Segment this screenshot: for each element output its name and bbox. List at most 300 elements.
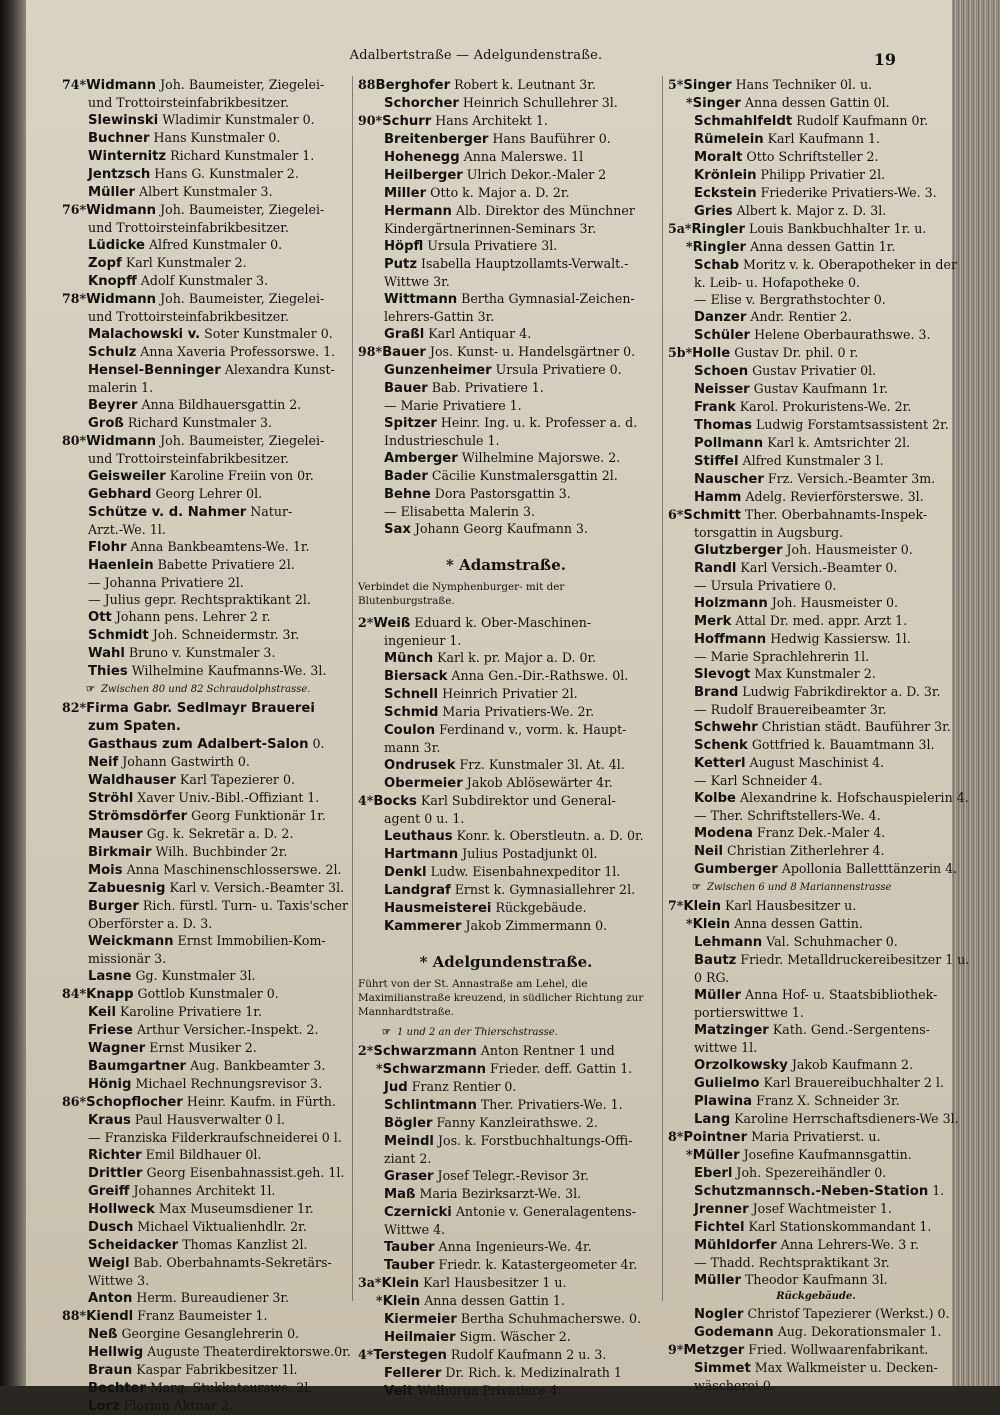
entry-details: Adelg. Revierförsterswe. 3l. — [741, 489, 924, 504]
entry-details: Hans G. Kunstmaler 2. — [150, 166, 299, 181]
entry-continuation: wittwe 1l. — [694, 1040, 758, 1055]
directory-entry — [358, 520, 654, 538]
entry-name: Winternitz — [88, 149, 167, 164]
directory-entry — [358, 379, 654, 397]
entry-household-member: — Franziska Filderkraufschneiderei 0 l. — [88, 1130, 342, 1145]
entry-details: Anna Malerswe. 1l — [459, 149, 584, 164]
entry-details: Joh. Baumeister, Ziegelei- — [156, 202, 325, 217]
entry-name: Leuthaus — [384, 829, 453, 844]
entry-details: Ernst k. Gymnasiallehrer 2l. — [450, 882, 636, 897]
entry-name: Slevogt — [694, 667, 751, 682]
entry-name: Lehmann — [694, 935, 763, 950]
entry-details: 0. — [308, 736, 325, 751]
entry-name: Lüdicke — [88, 238, 145, 253]
directory-entry — [358, 414, 654, 432]
entry-name: Schwarzmann — [382, 1062, 486, 1077]
entry-details: Wilhelmine Kaufmanns-We. 3l. — [127, 663, 327, 678]
house-marker: * — [686, 916, 693, 931]
entry-continuation: Industrieschule 1. — [384, 433, 500, 448]
entry-name: Schlintmann — [384, 1098, 477, 1113]
entry-name: Weiß — [373, 616, 411, 631]
entry-continuation: mann 3r. — [384, 740, 441, 755]
entry-name: Firma Gabr. Sedlmayr Brauerei — [86, 701, 315, 716]
entry-continuation: wäscherei 0. — [694, 1378, 775, 1393]
entry-details: Fried. Wollwaarenfabrikant. — [744, 1342, 929, 1357]
directory-entry — [668, 860, 964, 878]
directory-entry — [62, 290, 344, 308]
directory-entry — [62, 879, 344, 897]
entry-name: Zopf — [88, 256, 122, 271]
entry-name: Malachowski v. — [88, 327, 201, 342]
entry-name: Ringler — [692, 240, 747, 255]
house-number: 2* — [358, 615, 374, 630]
entry-details: Jakob Ablösewärter 4r. — [462, 775, 613, 790]
street-description: Verbindet die Nymphenburger- mit der Blutenburgstraße. — [358, 581, 565, 607]
entry-details: Ferdinand v., vorm. k. Haupt- — [435, 722, 627, 737]
entry-name: Kammerer — [384, 919, 462, 934]
entry-details: Joh. Spezereihändler 0. — [732, 1165, 887, 1180]
pointing-hand-icon: ☞ — [86, 684, 95, 695]
entry-details: Friedr. k. Katastergeometer 4r. — [434, 1257, 638, 1272]
entry-household-member: — Marie Privatiere 1. — [384, 398, 522, 413]
entry-details: Eduard k. Ober-Maschinen- — [410, 615, 592, 630]
directory-entry — [62, 771, 344, 789]
directory-entry — [668, 736, 964, 754]
directory-entry — [358, 1096, 654, 1114]
directory-entry — [668, 184, 964, 202]
entry-details: Gottfried k. Bauamtmann 3l. — [747, 737, 935, 752]
entry-details: Ulrich Dekor.-Maler 2 — [462, 167, 607, 182]
directory-entry — [358, 792, 654, 810]
directory-entry — [668, 470, 964, 488]
directory-entry — [668, 416, 964, 434]
entry-details: Bab. Oberbahnamts-Sekretärs- — [129, 1255, 332, 1270]
column-2 — [358, 76, 654, 1399]
entry-details: Karl Hausbesitzer 1 u. — [419, 1275, 567, 1290]
directory-entry — [62, 432, 344, 450]
entry-details: Rudolf Kaufmann 0r. — [792, 113, 929, 128]
entry-continuation: agent 0 u. 1. — [384, 811, 465, 826]
entry-details: Albert k. Major z. D. 3l. — [732, 203, 887, 218]
entry-details: Maria Bezirksarzt-We. 3l. — [415, 1186, 582, 1201]
entry-details: Val. Schuhmacher 0. — [762, 934, 898, 949]
directory-entry — [358, 184, 654, 202]
entry-name: Maß — [384, 1187, 416, 1202]
directory-entry — [668, 488, 964, 506]
directory-entry — [358, 361, 654, 379]
entry-details: Anna dessen Gattin. — [730, 916, 863, 931]
directory-entry — [358, 685, 654, 703]
directory-entry — [62, 897, 348, 915]
entry-continuation: und Trottoirsteinfabrikbesitzer. — [88, 451, 289, 466]
entry-name: Buchner — [88, 131, 150, 146]
entry-name: Drittler — [88, 1166, 143, 1181]
directory-entry — [668, 824, 964, 842]
entry-details: Karl Kunstmaler 2. — [121, 255, 247, 270]
entry-name: Schnell — [384, 687, 439, 702]
directory-entry — [358, 756, 654, 774]
directory-entry — [668, 1056, 964, 1074]
entry-name: Frank — [694, 400, 736, 415]
directory-entry — [668, 94, 964, 112]
book-spine-shadow — [0, 0, 26, 1386]
directory-entry — [668, 1271, 964, 1289]
entry-continuation: Kindergärtnerinnen-Seminars 3r. — [384, 221, 597, 236]
directory-entry — [358, 899, 654, 917]
directory-entry — [62, 1057, 344, 1075]
entry-details: Paul Hausverwalter 0 l. — [130, 1112, 285, 1127]
entry-continuation: ziant 2. — [384, 1151, 432, 1166]
entry-details: Ernst Musiker 2. — [145, 1040, 257, 1055]
entry-name: Gumberger — [694, 862, 778, 877]
directory-entry — [358, 1328, 654, 1346]
directory-entry — [62, 699, 344, 717]
directory-entry — [668, 683, 964, 701]
entry-details: Christian Zitherlehrer 4. — [723, 843, 885, 858]
entry-name: Obermeier — [384, 776, 463, 791]
directory-entry — [358, 1274, 654, 1292]
directory-entry — [62, 753, 344, 771]
entry-name: Dusch — [88, 1220, 134, 1235]
directory-entry — [668, 362, 964, 380]
directory-entry — [62, 1254, 344, 1272]
entry-details: Karl Kaufmann 1. — [763, 131, 880, 146]
directory-entry — [668, 1182, 964, 1200]
entry-name: Meindl — [384, 1134, 434, 1149]
directory-entry — [358, 845, 654, 863]
entry-continuation: k. Leib- u. Hofapotheke 0. — [694, 275, 861, 290]
entry-details: Anna Maschinenschlosserswe. 2l. — [122, 862, 342, 877]
entry-name: Hellwig — [88, 1345, 144, 1360]
directory-entry — [358, 917, 654, 935]
directory-entry — [358, 1346, 654, 1364]
entry-details: Georg Funktionär 1r. — [187, 808, 326, 823]
entry-details: Georgine Gesanglehrerin 0. — [117, 1326, 300, 1341]
entry-details: Karoline Privatiere 1r. — [115, 1004, 262, 1019]
directory-entry — [358, 1185, 654, 1203]
house-number: 2* — [358, 1043, 374, 1058]
entry-name: Glutzberger — [694, 543, 783, 558]
house-number: 76* — [62, 202, 87, 217]
house-number: 82* — [62, 700, 87, 715]
pointing-hand-icon: ☞ — [382, 1027, 391, 1038]
entry-details: Maria Privatiers-We. 2r. — [438, 704, 595, 719]
entry-details: Xaver Univ.-Bibl.-Offiziant 1. — [133, 790, 320, 805]
entry-details: Anna Xaveria Professorswe. 1. — [136, 344, 336, 359]
entry-details: Frz. Versich.-Beamter 3m. — [763, 471, 936, 486]
entry-details: Joh. Baumeister, Ziegelei- — [156, 291, 325, 306]
entry-details: Heinr. Kaufm. in Fürth. — [182, 1094, 336, 1109]
entry-name: Hermann — [384, 204, 452, 219]
entry-household-member: — Elise v. Bergrathstochter 0. — [694, 292, 886, 307]
directory-entry — [358, 1238, 654, 1256]
directory-entry — [668, 1236, 964, 1254]
entry-name: Singer — [683, 78, 732, 93]
entry-name: Ketterl — [694, 756, 746, 771]
entry-name: Hausmeisterei — [384, 901, 492, 916]
directory-entry — [668, 630, 964, 648]
entry-name: Widmann — [86, 78, 157, 93]
entry-details: Soter Kunstmaler 0. — [200, 326, 333, 341]
entry-name: Weickmann — [88, 934, 174, 949]
entry-name: Czernicki — [384, 1205, 452, 1220]
entry-details: Karl Hausbesitzer u. — [720, 898, 857, 913]
entry-household-member: — Ther. Schriftstellers-We. 4. — [694, 808, 881, 823]
entry-details: Hans Kunstmaler 0. — [149, 130, 281, 145]
directory-entry — [358, 1256, 654, 1274]
entry-name: Simmet — [694, 1361, 751, 1376]
directory-entry — [668, 1092, 964, 1110]
entry-details: Hans Techniker 0l. u. — [731, 77, 873, 92]
directory-entry — [668, 148, 964, 166]
house-number: 5* — [668, 77, 684, 92]
entry-name: zum Spaten. — [88, 719, 181, 734]
entry-name: Müller — [692, 1148, 740, 1163]
entry-details: Jos. k. Forstbuchhaltungs-Offi- — [433, 1133, 633, 1148]
directory-entry — [62, 843, 344, 861]
directory-entry — [62, 1379, 344, 1397]
entry-household-member: — Ursula Privatiere 0. — [694, 578, 837, 593]
directory-entry — [668, 1200, 964, 1218]
note-text: Zwischen 6 und 8 Mariannenstrasse — [706, 882, 892, 893]
entry-name: Schurr — [382, 114, 432, 129]
directory-entry — [62, 129, 344, 147]
directory-entry — [358, 1042, 654, 1060]
directory-entry — [62, 1075, 344, 1093]
entry-name: Wittmann — [384, 292, 458, 307]
directory-entry — [358, 667, 654, 685]
entry-details: Heinrich Schullehrer 3l. — [458, 95, 618, 110]
directory-entry — [668, 326, 964, 344]
entry-name: Hoffmann — [694, 632, 767, 647]
directory-entry — [668, 202, 964, 220]
entry-details: Franz Dek.-Maler 4. — [752, 825, 886, 840]
directory-entry — [358, 863, 654, 881]
directory-entry — [668, 130, 964, 148]
directory-entry — [668, 344, 964, 362]
entry-details: Louis Bankbuchhalter 1r. u. — [745, 221, 927, 236]
directory-entry — [62, 165, 344, 183]
note-text: Zwischen 80 und 82 Schraudolphstrasse. — [100, 684, 311, 695]
entry-details: Ursula Privatiere 3l. — [423, 238, 558, 253]
directory-entry — [62, 343, 344, 361]
directory-entry — [358, 148, 654, 166]
entry-name: Flohr — [88, 540, 127, 555]
entry-name: Schorcher — [384, 96, 459, 111]
directory-entry — [62, 1307, 344, 1325]
house-number: 9* — [668, 1342, 684, 1357]
directory-entry — [668, 594, 964, 612]
entry-details: Florian Aktuar 2. — [119, 1398, 234, 1413]
entry-details: Heinrich Privatier 2l. — [438, 686, 578, 701]
house-number: 7* — [668, 898, 684, 913]
entry-details: Dora Pastorsgattin 3. — [430, 486, 571, 501]
entry-name: Widmann — [86, 292, 157, 307]
directory-entry — [668, 76, 964, 94]
column-rule — [662, 76, 663, 1301]
directory-entry — [62, 1093, 344, 1111]
directory-entry — [358, 1382, 654, 1400]
entry-details: Anna dessen Gattin 1. — [420, 1293, 565, 1308]
entry-name: Mauser — [88, 827, 143, 842]
directory-entry — [668, 166, 964, 184]
entry-details: Alexandra Kunst- — [220, 362, 335, 377]
entry-name: Kiendl — [86, 1309, 134, 1324]
entry-details: Ernst Immobilien-Kom- — [173, 933, 326, 948]
directory-entry — [668, 506, 964, 524]
entry-name: Godemann — [694, 1325, 774, 1340]
entry-details: Joh. Baumeister, Ziegelei- — [156, 77, 325, 92]
house-number: 74* — [62, 77, 87, 92]
entry-continuation: torsgattin in Augsburg. — [694, 525, 844, 540]
directory-entry — [668, 1128, 964, 1146]
entry-details: Christof Tapezierer (Werkst.) 0. — [743, 1306, 950, 1321]
directory-entry — [358, 827, 654, 845]
entry-details: Alb. Direktor des Münchner — [451, 203, 635, 218]
entry-details: Theodor Kaufmann 3l. — [741, 1272, 888, 1287]
directory-entry — [668, 897, 964, 915]
entry-details: Ludw. Eisenbahnexpeditor 1l. — [426, 864, 621, 879]
entry-name: Miller — [384, 186, 427, 201]
house-number: 78* — [62, 291, 87, 306]
entry-name: Wagner — [88, 1041, 146, 1056]
entry-details: Maria Privatierst. u. — [747, 1129, 881, 1144]
entry-name: Knopff — [88, 274, 137, 289]
entry-details: Andr. Rentier 2. — [746, 309, 852, 324]
entry-name: Klein — [683, 899, 721, 914]
entry-details: Cäcilie Kunstmalersgattin 2l. — [427, 468, 618, 483]
directory-entry — [358, 1114, 654, 1132]
entry-details: Babette Privatiere 2l. — [153, 557, 295, 572]
entry-name: Knapp — [86, 987, 134, 1002]
cross-street-note — [668, 880, 964, 895]
street-heading: * Adelgundenstraße. — [419, 953, 593, 971]
entry-continuation: lehrers-Gattin 3r. — [384, 309, 495, 324]
street-description: Führt von der St. Annastraße am Lehel, die Maximilianstraße kreuzend, in südlicher Richtung zur Mannhardtstraße. — [358, 978, 644, 1018]
entry-name: Schopflocher — [86, 1095, 183, 1110]
directory-entry — [668, 1341, 964, 1359]
directory-entry — [668, 789, 969, 807]
entry-details: Karol. Prokuristens-We. 2r. — [735, 399, 912, 414]
entry-details: Frz. Kunstmaler 3l. At. 4l. — [455, 757, 625, 772]
entry-details: Alfred Kunstmaler 0. — [144, 237, 283, 252]
entry-name: Terstegen — [373, 1348, 447, 1363]
entry-details: 1. — [928, 1183, 945, 1198]
entry-name: Spitzer — [384, 416, 437, 431]
entry-details: Gg. Kunstmaler 3l. — [131, 968, 256, 983]
entry-name: Pointner — [683, 1130, 748, 1145]
directory-entry — [62, 414, 344, 432]
page-number: 19 — [873, 50, 896, 69]
entry-name: Haenlein — [88, 558, 154, 573]
house-number: 86* — [62, 1094, 87, 1109]
entry-name: Behne — [384, 487, 431, 502]
house-number: 6* — [668, 507, 684, 522]
directory-entry — [358, 485, 654, 503]
entry-details: Antonie v. Generalagentens- — [451, 1204, 637, 1219]
directory-entry — [358, 721, 654, 739]
directory-entry — [62, 1200, 344, 1218]
directory-entry — [62, 272, 344, 290]
entry-details: Julius Postadjunkt 0l. — [458, 846, 598, 861]
entry-name: Kiermeier — [384, 1312, 457, 1327]
entry-name: Müller — [694, 1273, 741, 1288]
entry-details: Karl Stationskommandant 1. — [744, 1219, 932, 1234]
entry-name: Ott — [88, 610, 112, 625]
house-number: 3a* — [358, 1275, 382, 1290]
entry-details: Kath. Gend.-Sergentens- — [768, 1022, 930, 1037]
directory-entry — [62, 608, 344, 626]
entry-name: Heilberger — [384, 168, 463, 183]
entry-name: Amberger — [384, 451, 458, 466]
house-number: 4* — [358, 793, 374, 808]
entry-continuation: 0 RG. — [694, 970, 730, 985]
entry-details: Max Kunstmaler 2. — [750, 666, 876, 681]
entry-details: Alexandrine k. Hofschauspielerin 4. — [735, 790, 969, 805]
entry-details: Albert Kunstmaler 3. — [135, 184, 273, 199]
directory-entry — [358, 112, 654, 130]
entry-details: Kaspar Fabrikbesitzer 1l. — [132, 1362, 298, 1377]
entry-name: Plawina — [694, 1094, 753, 1109]
house-number: 4* — [358, 1347, 374, 1362]
entry-details: Georg Lehrer 0l. — [151, 486, 263, 501]
directory-entry — [62, 201, 344, 219]
entry-name: Schwarzmann — [373, 1044, 477, 1059]
directory-entry — [358, 166, 654, 184]
house-number: 88 — [358, 77, 376, 92]
entry-name: Veit — [384, 1384, 414, 1399]
directory-entry — [668, 112, 964, 130]
entry-details: Joh. Baumeister, Ziegelei- — [156, 433, 325, 448]
entry-details: Max Museumsdiener 1r. — [154, 1201, 314, 1216]
entry-name: Bögler — [384, 1116, 433, 1131]
directory-entry — [62, 147, 344, 165]
house-marker: * — [686, 95, 693, 110]
entry-household-member: — Julius gepr. Rechtspraktikant 2l. — [88, 592, 311, 607]
directory-entry — [668, 1110, 964, 1128]
entry-details: Bruno v. Kunstmaler 3. — [124, 645, 276, 660]
column-3 — [668, 76, 970, 1393]
entry-name: Neif — [88, 755, 119, 770]
directory-entry — [668, 220, 964, 238]
running-head: Adalbertstraße — Adelgundenstraße. — [349, 48, 603, 63]
directory-entry — [62, 396, 344, 414]
entry-details: Friederike Privatiers-We. 3. — [756, 185, 937, 200]
entry-name: Schmid — [384, 705, 439, 720]
entry-details: Ther. Privatiers-We. 1. — [476, 1097, 623, 1112]
entry-name: Friese — [88, 1023, 133, 1038]
house-number: 84* — [62, 986, 87, 1001]
directory-entry — [62, 361, 344, 379]
entry-name: Mühldorfer — [694, 1238, 777, 1253]
entry-continuation: und Trottoirsteinfabrikbesitzer. — [88, 309, 289, 324]
entry-name: Brand — [694, 685, 739, 700]
column-1 — [62, 76, 351, 1414]
entry-details: Isabella Hauptzollamts-Verwalt.- — [417, 256, 629, 271]
entry-details: Dr. Rich. k. Medizinalrath 1 — [441, 1365, 622, 1380]
entry-details: Heinr. Ing. u. k. Professer a. d. — [436, 415, 638, 430]
entry-details: Karl Antiquar 4. — [424, 326, 532, 341]
entry-details: Walburga Privatiere 4. — [413, 1383, 562, 1398]
directory-entry — [62, 556, 344, 574]
entry-details: Gustav Kaufmann 1r. — [749, 381, 888, 396]
entry-continuation: Wittwe 3r. — [384, 274, 450, 289]
house-marker: * — [686, 1147, 693, 1162]
entry-details: Helene Oberbaurathswe. 3. — [750, 327, 931, 342]
directory-entry — [358, 1364, 654, 1382]
entry-name: Thomas — [694, 418, 752, 433]
entry-name: Schüler — [694, 328, 751, 343]
